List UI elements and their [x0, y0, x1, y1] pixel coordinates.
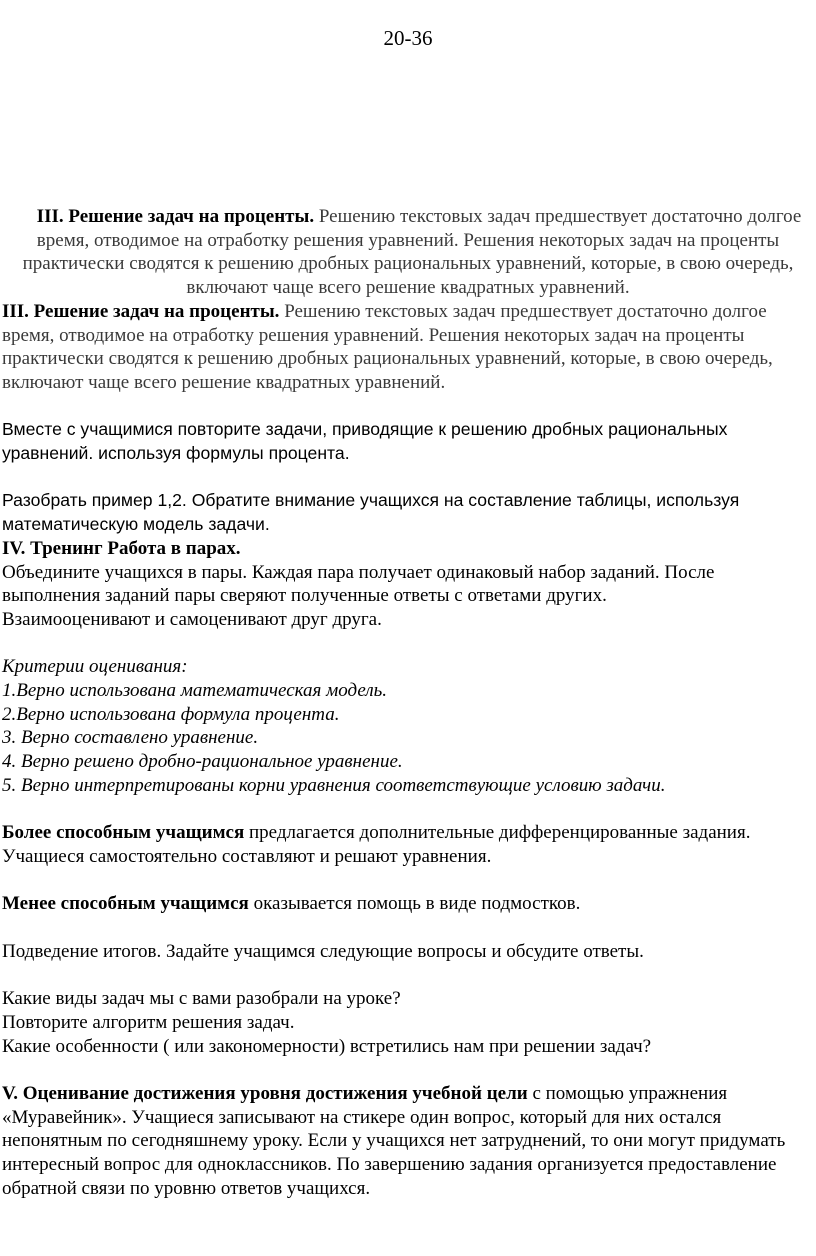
summary-paragraph: Подведение итогов. Задайте учащимся следующие вопросы и обсудите ответы.: [2, 940, 644, 962]
criteria-item: 2.Верно использована формула процента.: [2, 703, 340, 725]
less-capable-students-paragraph: [0, 892, 816, 916]
criteria-item: 4. Верно решено дробно-рациональное уравнение.: [2, 751, 403, 773]
section5-heading: V. Оценивание достижения уровня достижения учебной цели: [2, 1082, 528, 1104]
section5-paragraph: [0, 1082, 816, 1201]
section3-paragraph: [0, 300, 816, 395]
spacer: [0, 798, 816, 822]
section3-heading: III. Решение задач на проценты.: [2, 300, 280, 322]
section3-bullet-heading: III. Решение задач на проценты.: [36, 206, 315, 227]
less-capable-students-text: оказывается помощь в виде подмостков.: [248, 893, 581, 915]
question-line: Повторите алгоритм решения задач.: [2, 1011, 295, 1033]
criteria-title: Критерии оценивания:: [2, 656, 188, 678]
spacer: [0, 869, 816, 893]
question-line: Какие особенности ( или закономерности) встретились нам при решении задач?: [2, 1035, 652, 1057]
spacer: [0, 632, 816, 656]
section3-text: Решению текстовых задач предшествует достаточно долгое время, отводимое на отработку решения уравнений. Решения некоторых задач на проценты практически сводятся к решению дробных рациональных уравнений, которые, в свою очередь, включают чаще всего решение квадратных уравнений.: [2, 300, 773, 393]
spacer: [0, 963, 816, 987]
criteria-item: 3. Верно составлено уравнение.: [2, 727, 259, 749]
section4-line: Объедините учащихся в пары. Каждая пара получает одинаковый набор заданий. После выполнения заданий пары сверяют полученные ответы с ответами других.: [2, 561, 715, 607]
spacer: [0, 916, 816, 940]
section5-text: с помощью упражнения «Муравейник». Учащиеся записывают на стикере один вопрос, который для них остался непонятным по сегодняшнему уроку. Если у учащихся нет затруднений, то они могут придумать интересный вопрос для одноклассников. По завершению задания организуется предоставление обратной связи по уровню ответов учащихся.: [2, 1082, 786, 1199]
spacer: [0, 466, 816, 490]
capable-students-label: Более способным учащимся: [2, 822, 245, 844]
capable-students-text: предлагается дополнительные дифференцированные задания. Учащиеся самостоятельно составляют и решают уравнения.: [2, 822, 751, 867]
criteria-item: 1.Верно использована математическая модель.: [2, 680, 388, 702]
criteria-item: 5. Верно интерпретированы корни уравнения соответствующие условию задачи.: [2, 774, 666, 796]
less-capable-students-label: Менее способным учащимся: [2, 893, 249, 915]
question-line: Какие виды задач мы с вами разобрали на уроке?: [2, 988, 401, 1010]
document-body: [0, 205, 816, 1200]
example-review-paragraph: Разобрать пример 1,2. Обратите внимание учащихся на составление таблицы, используя математическую модель задачи.: [2, 490, 740, 535]
task-repeat-paragraph: Вместе с учащимися повторите задачи, приводящие к решению дробных рациональных уравнений. используя формулы процента.: [2, 419, 728, 464]
section4-heading: IV. Тренинг Работа в парах.: [2, 537, 241, 559]
spacer: [0, 1058, 816, 1082]
page-number: 20-36: [383, 26, 433, 50]
spacer: [0, 395, 816, 419]
section3-bullet-paragraph: [0, 205, 816, 300]
section3-bullet-text: Решению текстовых задач предшествует достаточно долгое время, отводимое на отработку решения уравнений. Решения некоторых задач на проценты практически сводятся к решению дробных рациональных уравнений, которые, в свою очередь, включают чаще всего решение квадратных уравнений.: [22, 206, 802, 299]
section4-line: Взаимооценивают и самоценивают друг друга.: [2, 608, 382, 630]
capable-students-paragraph: [0, 821, 816, 868]
